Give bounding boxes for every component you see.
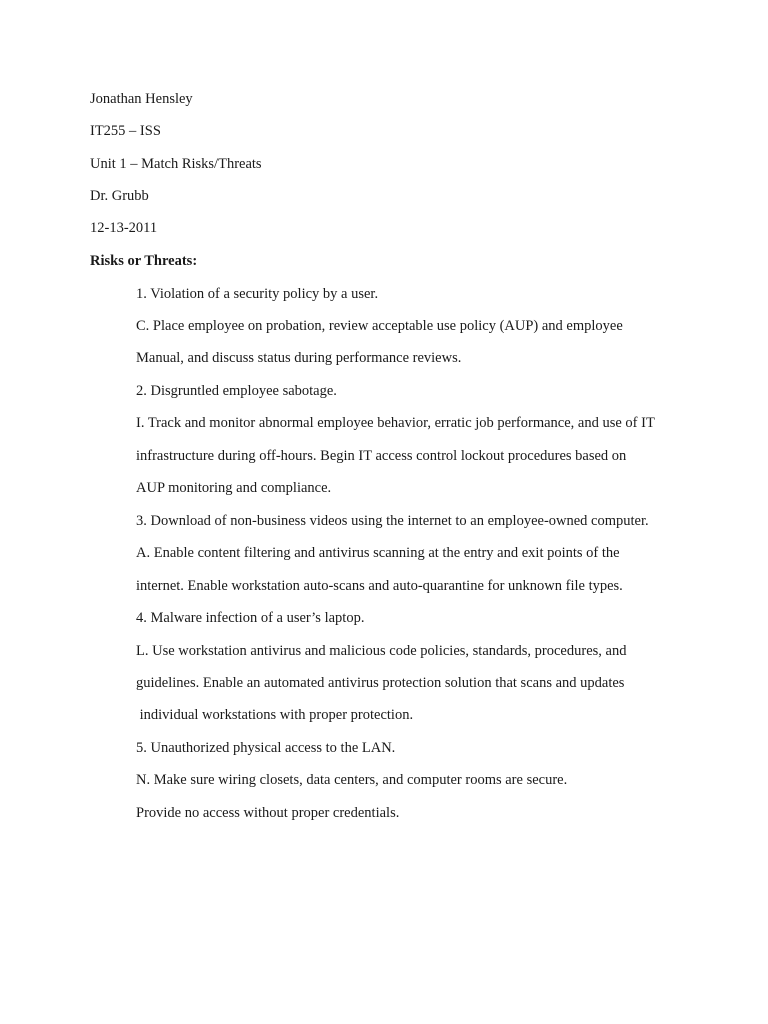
risk-item-5: 5. Unauthorized physical access to the LAN. [136,740,396,756]
mitigation-text: individual workstations with proper protection. [136,707,414,723]
assignment-title: Unit 1 – Match Risks/Threats [90,156,262,172]
author-name: Jonathan Hensley [90,91,193,107]
mitigation-text: N. Make sure wiring closets, data centers, and computer rooms are secure. [136,772,568,788]
mitigation-text: internet. Enable workstation auto-scans and auto-quarantine for unknown file types. [136,578,623,594]
mitigation-text: C. Place employee on probation, review acceptable use policy (AUP) and employee [136,318,623,334]
risk-item-1: 1. Violation of a security policy by a user. [136,286,379,302]
mitigation-text: Provide no access without proper credentials. [136,805,400,821]
risk-item-2: 2. Disgruntled employee sabotage. [136,383,337,399]
mitigation-text: infrastructure during off-hours. Begin IT access control lockout procedures based on [136,448,627,464]
risk-item-3: 3. Download of non-business videos using the internet to an employee-owned computer. [136,513,649,529]
mitigation-text: I. Track and monitor abnormal employee behavior, erratic job performance, and use of IT [136,415,655,431]
document-date: 12-13-2011 [90,220,158,236]
instructor-name: Dr. Grubb [90,188,149,204]
mitigation-text: L. Use workstation antivirus and malicious code policies, standards, procedures, and [136,643,627,659]
section-heading: Risks or Threats: [90,253,198,269]
risk-item-4: 4. Malware infection of a user’s laptop. [136,610,365,626]
mitigation-text: guidelines. Enable an automated antivirus protection solution that scans and updates [136,675,625,691]
mitigation-text: Manual, and discuss status during performance reviews. [136,350,462,366]
course-code: IT255 – ISS [90,123,161,139]
mitigation-text: AUP monitoring and compliance. [136,480,332,496]
mitigation-text: A. Enable content filtering and antivirus scanning at the entry and exit points of the [136,545,620,561]
